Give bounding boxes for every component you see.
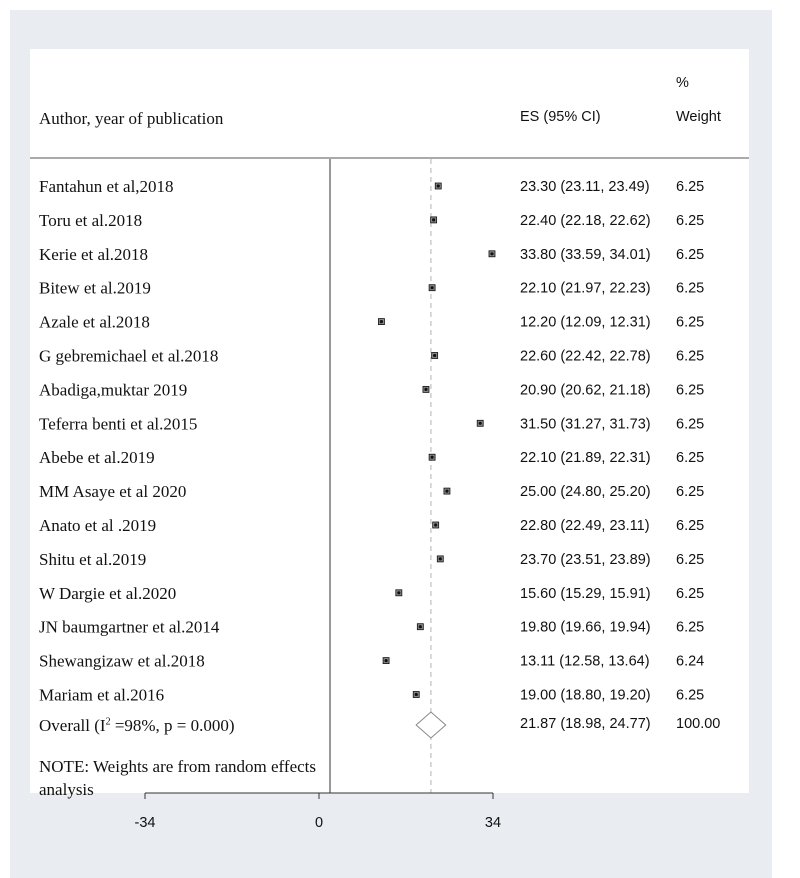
study-label: W Dargie et al.2020 <box>39 583 177 603</box>
study-point <box>439 557 442 560</box>
study-weight: 6.25 <box>676 212 705 229</box>
study-label: G gebremichael et al.2018 <box>39 346 219 366</box>
study-weight: 6.24 <box>676 653 705 670</box>
study-label: Abadiga,muktar 2019 <box>39 380 188 400</box>
study-weight: 6.25 <box>676 179 705 195</box>
study-point <box>431 456 434 459</box>
study-ci-text: 25.00 (24.80, 25.20) <box>520 484 651 501</box>
study-label: Abebe et al.2019 <box>39 448 155 468</box>
study-point <box>424 388 427 391</box>
study-point <box>434 523 437 526</box>
author-column-header: Author, year of publication <box>39 109 224 128</box>
study-ci-text: 23.70 (23.51, 23.89) <box>520 551 651 568</box>
study-weight: 6.25 <box>676 585 705 602</box>
study-weight: 6.25 <box>676 518 705 534</box>
study-ci-text: 13.11 (12.58, 13.64) <box>520 653 650 670</box>
study-ci-text: 22.80 (22.49, 23.11) <box>520 518 650 534</box>
study-weight: 6.25 <box>676 348 705 365</box>
study-ci-text: 19.00 (18.80, 19.20) <box>520 687 651 704</box>
study-weight: 6.25 <box>676 619 705 636</box>
study-ci-text: 15.60 (15.29, 15.91) <box>520 585 651 602</box>
overall-label-suffix: =98%, p = 0.000) <box>110 716 235 735</box>
study-ci-text: 19.80 (19.66, 19.94) <box>520 619 651 636</box>
overall-ci-text: 21.87 (18.98, 24.77) <box>520 716 651 732</box>
study-ci-text: 12.20 (12.09, 12.31) <box>520 314 651 331</box>
study-label: Teferra benti et al.2015 <box>39 414 198 434</box>
x-axis-tick-label: 34 <box>484 815 502 831</box>
study-point <box>437 184 440 187</box>
study-point <box>432 218 435 221</box>
study-weight: 6.25 <box>676 280 705 297</box>
study-weight: 6.25 <box>676 246 705 263</box>
study-point <box>419 625 422 628</box>
study-label: Fantahun et al,2018 <box>39 177 174 196</box>
study-point <box>431 286 434 289</box>
study-label: Mariam et al.2016 <box>39 685 165 705</box>
study-weight: 6.25 <box>676 314 705 331</box>
overall-weight: 100.00 <box>676 716 721 732</box>
overall-label <box>39 716 235 736</box>
study-point <box>445 490 448 493</box>
study-point <box>479 422 482 425</box>
study-label: MM Asaye et al 2020 <box>39 482 187 502</box>
study-ci-text: 31.50 (31.27, 31.73) <box>520 416 651 433</box>
study-ci-text: 22.60 (22.42, 22.78) <box>520 348 651 365</box>
overall-label-superscript: 2 <box>105 716 111 728</box>
weight-column-header-percent: % <box>676 75 689 91</box>
study-label: Toru et al.2018 <box>39 210 143 230</box>
study-weight: 6.25 <box>676 382 705 399</box>
study-ci-text: 22.10 (21.89, 22.31) <box>520 450 651 467</box>
study-label: Azale et al.2018 <box>39 312 150 332</box>
study-weight: 6.25 <box>676 687 705 704</box>
study-point <box>415 693 418 696</box>
x-axis-tick-label: -34 <box>134 815 156 831</box>
es-column-header: ES (95% CI) <box>520 109 601 125</box>
note-text: NOTE: Weights are from random effects analysis <box>39 757 316 799</box>
study-point <box>490 252 493 255</box>
x-axis-tick-label: 0 <box>314 815 324 831</box>
study-weight: 6.25 <box>676 551 705 568</box>
study-weight: 6.25 <box>676 484 705 501</box>
study-ci-text: 33.80 (33.59, 34.01) <box>520 246 651 263</box>
study-ci-text: 22.10 (21.97, 22.23) <box>520 280 651 297</box>
study-label: Shitu et al.2019 <box>39 549 147 569</box>
weight-column-header: Weight <box>676 109 721 125</box>
study-label: Anato et al .2019 <box>39 516 157 535</box>
study-ci-text: 22.40 (22.18, 22.62) <box>520 212 651 229</box>
study-label: JN baumgartner et al.2014 <box>39 617 220 637</box>
study-weight: 6.25 <box>676 416 705 433</box>
study-point <box>397 591 400 594</box>
study-ci-text: 20.90 (20.62, 21.18) <box>520 382 651 399</box>
study-ci-text: 23.30 (23.11, 23.49) <box>520 179 650 195</box>
overall-diamond <box>416 712 446 738</box>
study-point <box>384 659 387 662</box>
study-point <box>433 354 436 357</box>
overall-label-prefix: Overall (I <box>39 716 106 735</box>
study-label: Bitew et al.2019 <box>39 278 151 298</box>
study-point <box>380 320 383 323</box>
study-label: Shewangizaw et al.2018 <box>39 651 205 671</box>
study-weight: 6.25 <box>676 450 705 467</box>
study-label: Kerie et al.2018 <box>39 244 149 264</box>
